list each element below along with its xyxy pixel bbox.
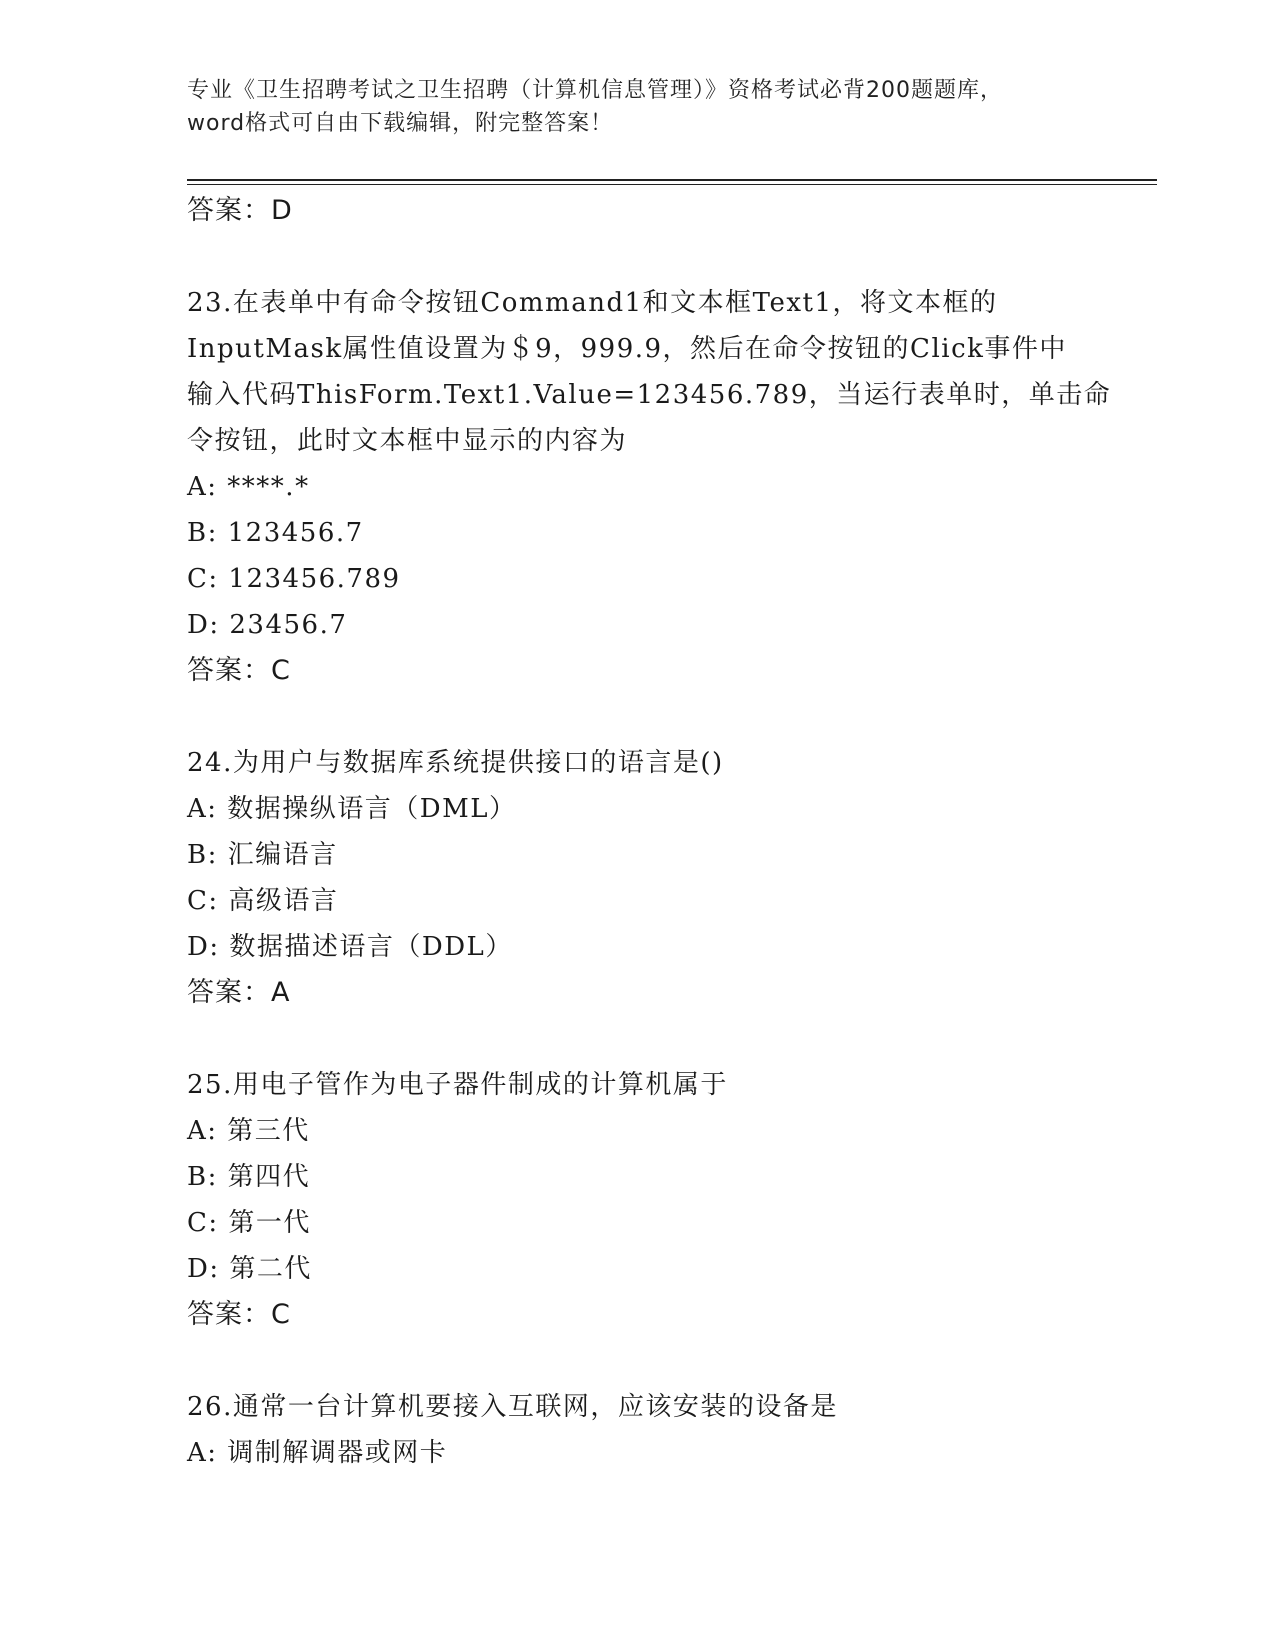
option-b: B: 第四代 — [187, 1162, 311, 1192]
document-header — [187, 74, 1087, 140]
option-a: A: 第三代 — [187, 1116, 310, 1146]
answer-line: 答案：D — [187, 195, 293, 226]
question-block — [187, 280, 1112, 694]
option-a: A: ****.* — [187, 472, 310, 502]
option-d: D: 23456.7 — [187, 610, 348, 640]
question-block — [187, 740, 1087, 1016]
answer-line: 答案：C — [187, 655, 291, 686]
option-b: B: 汇编语言 — [187, 840, 338, 870]
question-text-line: 输入代码ThisForm.Text1.Value=123456.789，当运行表单时，单击命 — [187, 380, 1112, 410]
header-line-1: 专业《卫生招聘考试之卫生招聘（计算机信息管理）》资格考试必背200题题库， — [187, 78, 1003, 103]
answer-line: 答案：C — [187, 1299, 291, 1330]
option-b: B: 123456.7 — [187, 518, 364, 548]
option-d: D: 第二代 — [187, 1254, 312, 1284]
document-body — [187, 188, 1112, 1476]
option-c: C: 第一代 — [187, 1208, 311, 1238]
option-c: C: 123456.789 — [187, 564, 401, 594]
question-block — [187, 1062, 1087, 1338]
question-text-line: 令按钮，此时文本框中显示的内容为 — [187, 426, 628, 456]
question-text-line: InputMask属性值设置为＄9，999.9，然后在命令按钮的Click事件中 — [187, 334, 1067, 364]
header-divider-thin — [187, 184, 1157, 185]
option-d: D: 数据描述语言（DDL） — [187, 932, 513, 962]
question-block — [187, 1384, 1087, 1476]
question-text-line: 24.为用户与数据库系统提供接口的语言是() — [187, 748, 724, 778]
header-divider-thick — [187, 179, 1157, 181]
option-a: A: 数据操纵语言（DML） — [187, 794, 517, 824]
header-line-2: word格式可自由下载编辑，附完整答案！ — [187, 111, 614, 136]
option-c: C: 高级语言 — [187, 886, 339, 916]
option-a: A: 调制解调器或网卡 — [187, 1438, 448, 1468]
answer-line: 答案：A — [187, 977, 291, 1008]
question-text-line: 26.通常一台计算机要接入互联网，应该安装的设备是 — [187, 1392, 838, 1422]
question-text-line: 25.用电子管作为电子器件制成的计算机属于 — [187, 1070, 728, 1100]
question-text-line: 23.在表单中有命令按钮Command1和文本框Text1，将文本框的 — [187, 288, 998, 318]
